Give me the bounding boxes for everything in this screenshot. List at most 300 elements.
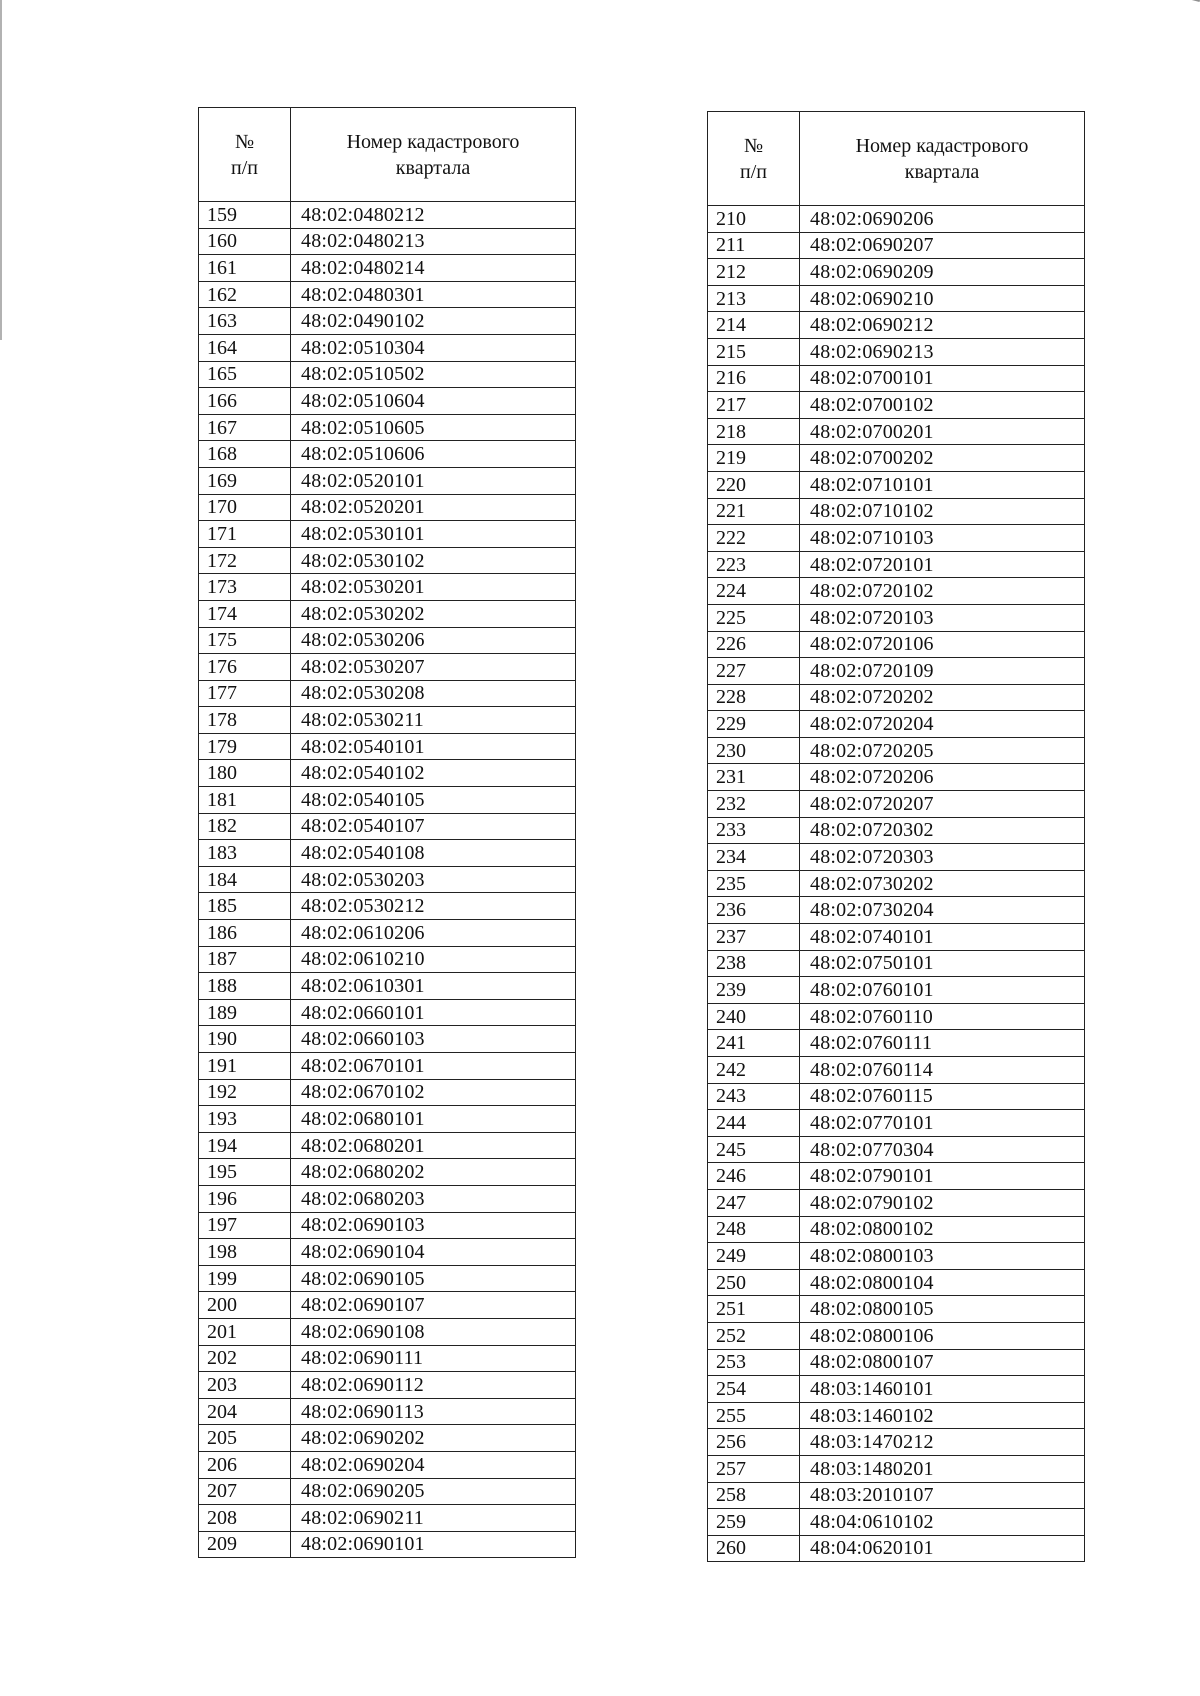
row-number-cell: 214 (708, 312, 800, 339)
row-number-cell: 183 (199, 840, 291, 867)
row-number-cell: 240 (708, 1003, 800, 1030)
cadastral-code-cell: 48:02:0530212 (291, 893, 576, 920)
table-row (199, 228, 576, 255)
cadastral-code-cell: 48:02:0690207 (800, 232, 1085, 259)
table-row (199, 255, 576, 282)
table-row (708, 232, 1085, 259)
cadastral-code-cell: 48:02:0690111 (291, 1345, 576, 1372)
cadastral-code-cell: 48:02:0690211 (291, 1505, 576, 1532)
cadastral-code-cell: 48:02:0680203 (291, 1185, 576, 1212)
table-row (708, 1535, 1085, 1562)
table-row (199, 414, 576, 441)
table-row (708, 1030, 1085, 1057)
table-row (199, 547, 576, 574)
cadastral-code-cell: 48:02:0720102 (800, 578, 1085, 605)
cadastral-code-cell: 48:02:0520201 (291, 494, 576, 521)
row-number-cell: 218 (708, 418, 800, 445)
table-row (199, 999, 576, 1026)
table-row (199, 973, 576, 1000)
cadastral-code-cell: 48:02:0680201 (291, 1132, 576, 1159)
row-number-cell: 251 (708, 1296, 800, 1323)
cadastral-code-cell: 48:02:0690107 (291, 1292, 576, 1319)
table-row (708, 1110, 1085, 1137)
cadastral-code-cell: 48:02:0720103 (800, 604, 1085, 631)
table-row (708, 950, 1085, 977)
table-row (708, 1136, 1085, 1163)
row-number-cell: 231 (708, 764, 800, 791)
table-row (199, 946, 576, 973)
cadastral-code-cell: 48:02:0790101 (800, 1163, 1085, 1190)
row-number-cell: 234 (708, 844, 800, 871)
cadastral-code-cell: 48:02:0770101 (800, 1110, 1085, 1137)
row-number-cell: 163 (199, 308, 291, 335)
table-header-row (199, 108, 576, 202)
table-row (708, 631, 1085, 658)
row-number-cell: 209 (199, 1531, 291, 1558)
table-row (199, 494, 576, 521)
cadastral-code-cell: 48:02:0800107 (800, 1349, 1085, 1376)
cadastral-code-cell: 48:02:0800105 (800, 1296, 1085, 1323)
number-symbol: № (743, 134, 764, 157)
cadastral-code-cell: 48:02:0720303 (800, 844, 1085, 871)
table-row (708, 870, 1085, 897)
cadastral-code-cell: 48:02:0800102 (800, 1216, 1085, 1243)
table-row (708, 737, 1085, 764)
row-number-cell: 208 (199, 1505, 291, 1532)
row-number-cell: 235 (708, 870, 800, 897)
cadastral-code-cell: 48:02:0690204 (291, 1451, 576, 1478)
row-number-cell: 194 (199, 1132, 291, 1159)
row-number-cell: 220 (708, 471, 800, 498)
cadastral-code-cell: 48:02:0730202 (800, 870, 1085, 897)
row-number-cell: 226 (708, 631, 800, 658)
row-number-cell: 237 (708, 924, 800, 951)
cadastral-code-cell: 48:02:0540107 (291, 813, 576, 840)
table-row (199, 866, 576, 893)
table-row (199, 1345, 576, 1372)
row-number-cell: 162 (199, 281, 291, 308)
cadastral-code-cell: 48:02:0720202 (800, 684, 1085, 711)
cadastral-code-cell: 48:02:0760115 (800, 1083, 1085, 1110)
cadastral-code-cell: 48:02:0700101 (800, 365, 1085, 392)
cadastral-code-cell: 48:02:0670101 (291, 1053, 576, 1080)
table-row (708, 977, 1085, 1004)
cadastral-code-cell: 48:02:0690213 (800, 338, 1085, 365)
row-number-cell: 201 (199, 1318, 291, 1345)
cadastral-code-cell: 48:02:0710102 (800, 498, 1085, 525)
table-row (199, 1318, 576, 1345)
table-row (199, 1265, 576, 1292)
row-number-cell: 187 (199, 946, 291, 973)
row-number-cell: 250 (708, 1269, 800, 1296)
cadastral-code-cell: 48:02:0690113 (291, 1398, 576, 1425)
cadastral-code-cell: 48:02:0690202 (291, 1425, 576, 1452)
table-row (199, 361, 576, 388)
row-number-cell: 182 (199, 813, 291, 840)
cadastral-code-cell: 48:03:1480201 (800, 1455, 1085, 1482)
row-number-cell: 191 (199, 1053, 291, 1080)
row-number-cell: 161 (199, 255, 291, 282)
table-row (199, 840, 576, 867)
table-row (708, 684, 1085, 711)
table-row (708, 604, 1085, 631)
row-number-cell: 175 (199, 627, 291, 654)
cadastral-code-cell: 48:02:0530202 (291, 600, 576, 627)
cadastral-code-cell: 48:02:0760101 (800, 977, 1085, 1004)
scan-edge-mark (0, 0, 2, 340)
row-number-cell: 177 (199, 680, 291, 707)
row-number-cell: 160 (199, 228, 291, 255)
code-header-line1: Номер кадастрового (346, 130, 520, 153)
cadastral-code-cell: 48:02:0700102 (800, 392, 1085, 419)
cadastral-code-cell: 48:02:0770304 (800, 1136, 1085, 1163)
table-row (708, 1429, 1085, 1456)
row-number-cell: 173 (199, 574, 291, 601)
row-number-cell: 239 (708, 977, 800, 1004)
row-number-cell: 179 (199, 733, 291, 760)
table-row (199, 1451, 576, 1478)
row-number-cell: 243 (708, 1083, 800, 1110)
row-number-cell: 192 (199, 1079, 291, 1106)
table-row (199, 627, 576, 654)
table-row (708, 1455, 1085, 1482)
row-number-cell: 172 (199, 547, 291, 574)
table-row (708, 578, 1085, 605)
table-row (708, 711, 1085, 738)
row-number-cell: 165 (199, 361, 291, 388)
cadastral-code-cell: 48:02:0760114 (800, 1057, 1085, 1084)
row-number-cell: 198 (199, 1239, 291, 1266)
cadastral-code-cell: 48:02:0530211 (291, 707, 576, 734)
table-row (199, 1185, 576, 1212)
row-number-cell: 196 (199, 1185, 291, 1212)
table-header-row (708, 112, 1085, 206)
table-row (199, 1239, 576, 1266)
row-number-cell: 168 (199, 441, 291, 468)
table-row (708, 764, 1085, 791)
row-number-cell: 185 (199, 893, 291, 920)
row-number-cell: 260 (708, 1535, 800, 1562)
row-number-cell: 242 (708, 1057, 800, 1084)
cadastral-code-cell: 48:02:0750101 (800, 950, 1085, 977)
row-number-cell: 181 (199, 787, 291, 814)
row-number-cell: 206 (199, 1451, 291, 1478)
table-row (199, 1026, 576, 1053)
cadastral-code-cell: 48:02:0690103 (291, 1212, 576, 1239)
table-row (199, 308, 576, 335)
table-row (708, 1402, 1085, 1429)
table-row (708, 392, 1085, 419)
cadastral-code-cell: 48:02:0690210 (800, 285, 1085, 312)
cadastral-code-cell: 48:03:2010107 (800, 1482, 1085, 1509)
row-number-cell: 245 (708, 1136, 800, 1163)
cadastral-code-cell: 48:02:0720205 (800, 737, 1085, 764)
row-number-cell: 257 (708, 1455, 800, 1482)
cadastral-code-cell: 48:02:0680101 (291, 1106, 576, 1133)
cadastral-code-cell: 48:02:0490102 (291, 308, 576, 335)
table-row (708, 1509, 1085, 1536)
table-row (199, 707, 576, 734)
table-row (199, 760, 576, 787)
cadastral-code-cell: 48:02:0690205 (291, 1478, 576, 1505)
row-number-cell: 178 (199, 707, 291, 734)
row-number-cell: 210 (708, 206, 800, 233)
row-number-cell: 241 (708, 1030, 800, 1057)
cadastral-code-cell: 48:02:0610301 (291, 973, 576, 1000)
row-number-cell: 170 (199, 494, 291, 521)
table-row (708, 1349, 1085, 1376)
row-number-cell: 212 (708, 259, 800, 286)
table-row (708, 817, 1085, 844)
row-number-cell: 246 (708, 1163, 800, 1190)
row-number-cell: 233 (708, 817, 800, 844)
number-symbol: № (234, 130, 255, 153)
cadastral-code-cell: 48:02:0610210 (291, 946, 576, 973)
table-row (199, 1132, 576, 1159)
table-row (708, 1189, 1085, 1216)
table-row (199, 388, 576, 415)
table-row (199, 281, 576, 308)
cadastral-table-right (707, 111, 1085, 1562)
table-row (199, 1159, 576, 1186)
cadastral-code-cell: 48:02:0790102 (800, 1189, 1085, 1216)
row-number-cell: 256 (708, 1429, 800, 1456)
table-row (708, 312, 1085, 339)
cadastral-code-cell: 48:02:0540102 (291, 760, 576, 787)
table-row (708, 844, 1085, 871)
row-number-cell: 255 (708, 1402, 800, 1429)
table-body-left (199, 202, 576, 1558)
table-row (708, 658, 1085, 685)
row-number-cell: 195 (199, 1159, 291, 1186)
cadastral-code-cell: 48:02:0730204 (800, 897, 1085, 924)
row-number-cell: 213 (708, 285, 800, 312)
cadastral-code-cell: 48:02:0520101 (291, 467, 576, 494)
row-number-cell: 223 (708, 551, 800, 578)
table-row (708, 285, 1085, 312)
cadastral-code-cell: 48:02:0510605 (291, 414, 576, 441)
cadastral-code-cell: 48:02:0700202 (800, 445, 1085, 472)
row-number-cell: 203 (199, 1372, 291, 1399)
row-number-cell: 188 (199, 973, 291, 1000)
row-number-cell: 216 (708, 365, 800, 392)
cadastral-code-cell: 48:02:0510304 (291, 334, 576, 361)
row-number-cell: 186 (199, 920, 291, 947)
row-number-cell: 258 (708, 1482, 800, 1509)
cadastral-code-cell: 48:02:0530208 (291, 680, 576, 707)
table-row (708, 1003, 1085, 1030)
row-number-cell: 232 (708, 791, 800, 818)
cadastral-code-cell: 48:02:0660103 (291, 1026, 576, 1053)
row-number-cell: 225 (708, 604, 800, 631)
cadastral-code-cell: 48:02:0530101 (291, 521, 576, 548)
row-number-cell: 189 (199, 999, 291, 1026)
table-row (708, 1083, 1085, 1110)
row-number-cell: 159 (199, 202, 291, 229)
cadastral-code-cell: 48:02:0540105 (291, 787, 576, 814)
table-row (199, 1505, 576, 1532)
table-row (199, 1398, 576, 1425)
cadastral-code-cell: 48:02:0720101 (800, 551, 1085, 578)
cadastral-code-cell: 48:02:0800104 (800, 1269, 1085, 1296)
number-abbrev: п/п (231, 156, 258, 179)
row-number-cell: 176 (199, 654, 291, 681)
cadastral-code-cell: 48:02:0540101 (291, 733, 576, 760)
scan-corner-mark (1170, 0, 1200, 2)
cadastral-code-cell: 48:02:0510502 (291, 361, 576, 388)
table-row (708, 418, 1085, 445)
row-number-cell: 253 (708, 1349, 800, 1376)
code-column-header (291, 108, 576, 202)
row-number-cell: 169 (199, 467, 291, 494)
row-number-cell: 219 (708, 445, 800, 472)
cadastral-code-cell: 48:02:0690104 (291, 1239, 576, 1266)
table-row (708, 338, 1085, 365)
row-number-cell: 227 (708, 658, 800, 685)
table-row (708, 525, 1085, 552)
row-number-cell: 228 (708, 684, 800, 711)
row-number-cell: 193 (199, 1106, 291, 1133)
cadastral-code-cell: 48:02:0670102 (291, 1079, 576, 1106)
cadastral-code-cell: 48:02:0610206 (291, 920, 576, 947)
row-number-cell: 164 (199, 334, 291, 361)
table-row (199, 1212, 576, 1239)
table-row (199, 654, 576, 681)
cadastral-code-cell: 48:02:0700201 (800, 418, 1085, 445)
cadastral-code-cell: 48:02:0680202 (291, 1159, 576, 1186)
cadastral-code-cell: 48:02:0720207 (800, 791, 1085, 818)
row-number-cell: 204 (199, 1398, 291, 1425)
cadastral-code-cell: 48:02:0710103 (800, 525, 1085, 552)
row-number-cell: 221 (708, 498, 800, 525)
row-number-cell: 236 (708, 897, 800, 924)
table-row (708, 1243, 1085, 1270)
code-header-line1: Номер кадастрового (855, 134, 1029, 157)
cadastral-code-cell: 48:02:0800103 (800, 1243, 1085, 1270)
cadastral-code-cell: 48:02:0690212 (800, 312, 1085, 339)
table-row (199, 574, 576, 601)
row-number-cell: 230 (708, 737, 800, 764)
row-number-cell: 171 (199, 521, 291, 548)
code-header-line2: квартала (904, 160, 980, 183)
table-row (199, 813, 576, 840)
table-row (708, 551, 1085, 578)
table-row (708, 924, 1085, 951)
table-row (199, 1425, 576, 1452)
table-row (708, 791, 1085, 818)
cadastral-code-cell: 48:02:0480214 (291, 255, 576, 282)
cadastral-code-cell: 48:02:0760111 (800, 1030, 1085, 1057)
code-column-header (800, 112, 1085, 206)
cadastral-code-cell: 48:02:0720106 (800, 631, 1085, 658)
table-row (199, 920, 576, 947)
cadastral-code-cell: 48:02:0690108 (291, 1318, 576, 1345)
table-row (199, 893, 576, 920)
row-number-cell: 166 (199, 388, 291, 415)
row-number-cell: 248 (708, 1216, 800, 1243)
cadastral-code-cell: 48:02:0720204 (800, 711, 1085, 738)
table-row (199, 1079, 576, 1106)
cadastral-code-cell: 48:02:0510604 (291, 388, 576, 415)
table-row (708, 471, 1085, 498)
table-row (708, 1057, 1085, 1084)
table-row (708, 1216, 1085, 1243)
table-row (708, 1482, 1085, 1509)
table-row (708, 445, 1085, 472)
row-number-cell: 238 (708, 950, 800, 977)
cadastral-code-cell: 48:02:0690206 (800, 206, 1085, 233)
table-row (199, 441, 576, 468)
cadastral-code-cell: 48:02:0800106 (800, 1322, 1085, 1349)
cadastral-code-cell: 48:02:0660101 (291, 999, 576, 1026)
number-abbrev: п/п (740, 160, 767, 183)
cadastral-code-cell: 48:02:0690105 (291, 1265, 576, 1292)
table-row (199, 1292, 576, 1319)
cadastral-code-cell: 48:03:1460102 (800, 1402, 1085, 1429)
cadastral-code-cell: 48:02:0690112 (291, 1372, 576, 1399)
row-number-cell: 200 (199, 1292, 291, 1319)
table-row (708, 259, 1085, 286)
row-number-cell: 247 (708, 1189, 800, 1216)
cadastral-code-cell: 48:04:0620101 (800, 1535, 1085, 1562)
cadastral-code-cell: 48:03:1470212 (800, 1429, 1085, 1456)
table-row (708, 1269, 1085, 1296)
cadastral-code-cell: 48:02:0480301 (291, 281, 576, 308)
table-row (708, 365, 1085, 392)
row-number-cell: 211 (708, 232, 800, 259)
row-number-cell: 224 (708, 578, 800, 605)
row-number-cell: 215 (708, 338, 800, 365)
table-row (199, 334, 576, 361)
cadastral-code-cell: 48:03:1460101 (800, 1376, 1085, 1403)
cadastral-code-cell: 48:02:0530207 (291, 654, 576, 681)
table-row (708, 498, 1085, 525)
cadastral-code-cell: 48:02:0530102 (291, 547, 576, 574)
table-row (708, 1322, 1085, 1349)
row-number-cell: 252 (708, 1322, 800, 1349)
row-number-cell: 197 (199, 1212, 291, 1239)
row-number-cell: 229 (708, 711, 800, 738)
cadastral-code-cell: 48:02:0710101 (800, 471, 1085, 498)
row-number-cell: 249 (708, 1243, 800, 1270)
table-row (199, 1478, 576, 1505)
cadastral-code-cell: 48:02:0540108 (291, 840, 576, 867)
row-number-cell: 190 (199, 1026, 291, 1053)
table-row (199, 733, 576, 760)
cadastral-code-cell: 48:02:0720302 (800, 817, 1085, 844)
table-body-right (708, 206, 1085, 1562)
row-number-cell: 259 (708, 1509, 800, 1536)
number-column-header (708, 112, 800, 206)
row-number-cell: 222 (708, 525, 800, 552)
table-row (199, 521, 576, 548)
table-row (708, 1163, 1085, 1190)
cadastral-code-cell: 48:02:0530201 (291, 574, 576, 601)
row-number-cell: 254 (708, 1376, 800, 1403)
table-row (199, 1531, 576, 1558)
cadastral-code-cell: 48:02:0510606 (291, 441, 576, 468)
row-number-cell: 207 (199, 1478, 291, 1505)
table-row (199, 1372, 576, 1399)
cadastral-code-cell: 48:02:0690101 (291, 1531, 576, 1558)
cadastral-code-cell: 48:02:0720206 (800, 764, 1085, 791)
row-number-cell: 199 (199, 1265, 291, 1292)
row-number-cell: 184 (199, 866, 291, 893)
row-number-cell: 244 (708, 1110, 800, 1137)
table-row (199, 467, 576, 494)
table-row (199, 202, 576, 229)
row-number-cell: 174 (199, 600, 291, 627)
